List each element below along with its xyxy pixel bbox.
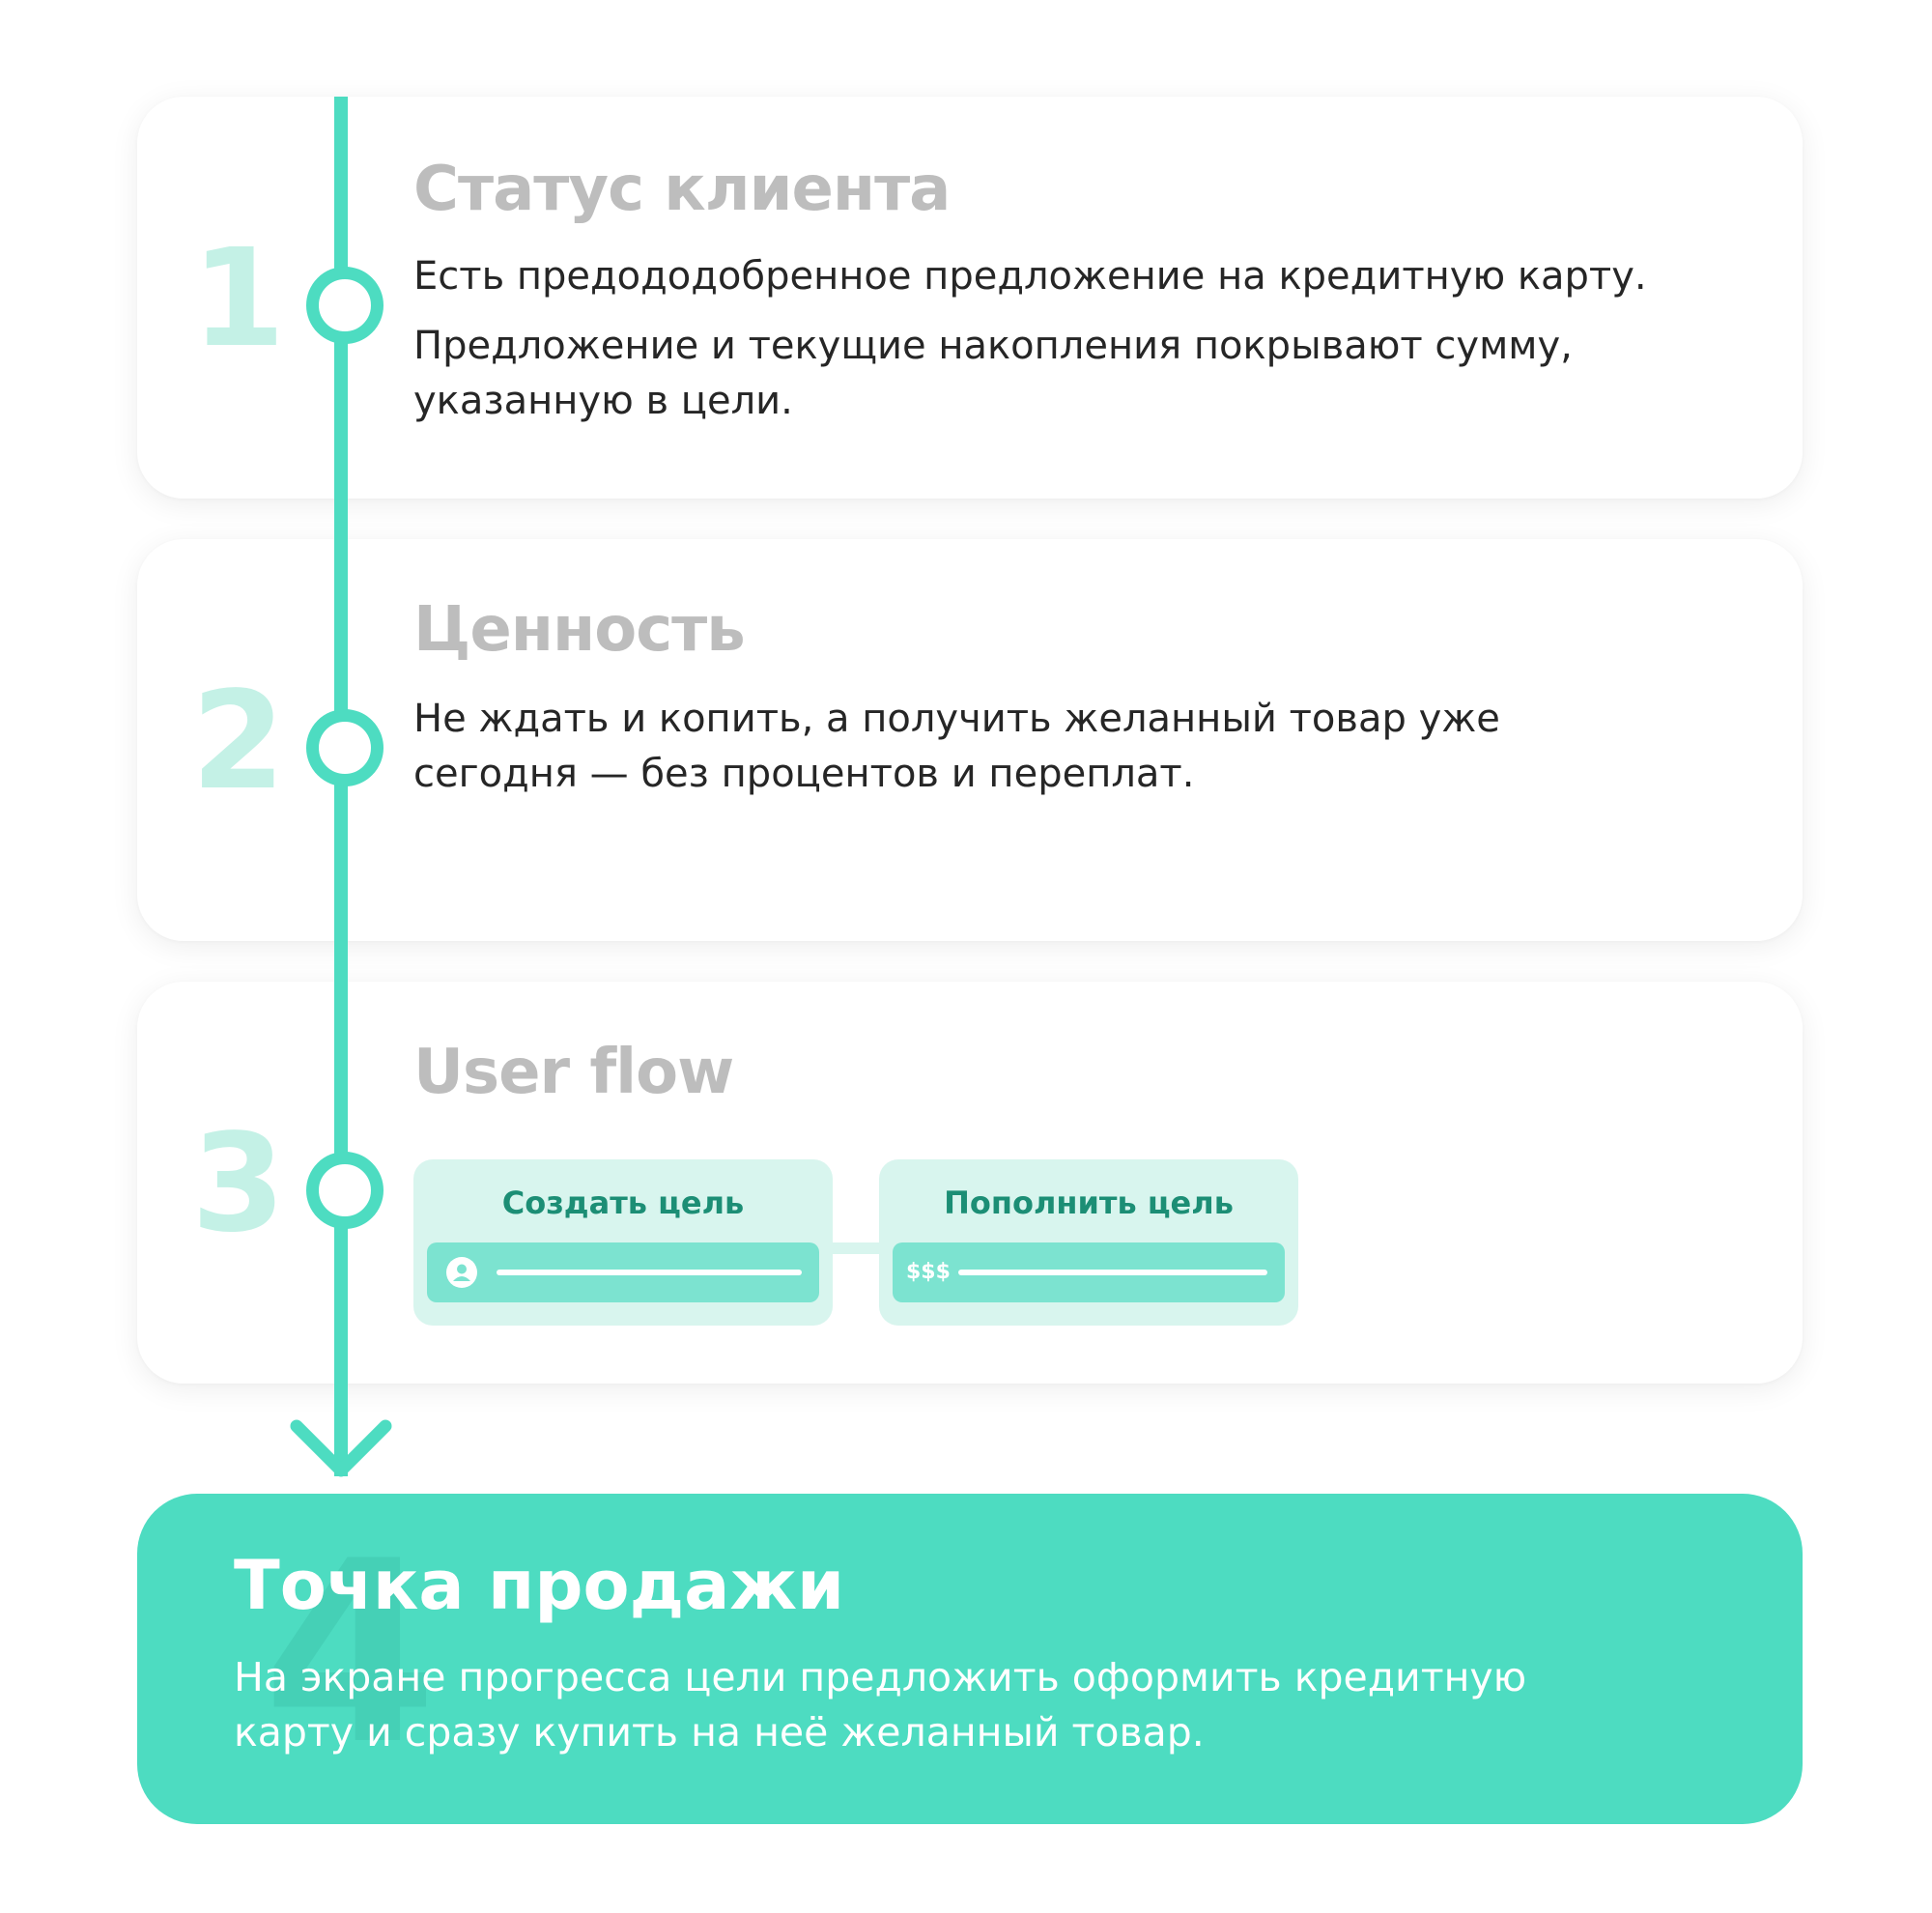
sale-point-text: На экране прогресса цели предложить оформить кредитную карту и сразу купить на неё желанный товар. bbox=[234, 1654, 1527, 1756]
step-1-text-1: Есть предододобренное предложение на кредитную карту. bbox=[413, 254, 1647, 299]
timeline-node-2 bbox=[306, 709, 384, 786]
sale-point-card bbox=[137, 1494, 1803, 1824]
flow-field bbox=[427, 1242, 819, 1302]
step-1-text-2: Предложение и текущие накопления покрывают сумму, указанную в цели. bbox=[413, 324, 1573, 423]
sale-point-title: Точка продажи bbox=[234, 1546, 845, 1625]
flow-box-title: Создать цель bbox=[501, 1185, 745, 1221]
flow-field-line bbox=[497, 1270, 802, 1275]
user-icon bbox=[446, 1257, 477, 1288]
flow-field bbox=[893, 1242, 1285, 1302]
flow-connector bbox=[833, 1242, 879, 1254]
step-number-4: 4 bbox=[263, 1508, 438, 1800]
arrow-down-icon bbox=[287, 1418, 395, 1484]
step-2-title: Ценность bbox=[413, 594, 745, 666]
flow-box-title: Пополнить цель bbox=[944, 1185, 1234, 1221]
money-label: $$$ bbox=[906, 1260, 951, 1284]
timeline-node-1 bbox=[306, 267, 384, 344]
step-1-title: Статус клиента bbox=[413, 154, 951, 225]
step-3-title: User flow bbox=[413, 1037, 734, 1108]
timeline-node-3 bbox=[306, 1152, 384, 1229]
flow-box-create-goal bbox=[413, 1159, 833, 1326]
step-number-1: 1 bbox=[191, 220, 286, 378]
step-2-text: Не ждать и копить, а получить желанный товар уже сегодня — без процентов и переплат. bbox=[413, 697, 1500, 796]
step-number-3: 3 bbox=[191, 1105, 286, 1263]
flow-box-top-up-goal bbox=[879, 1159, 1298, 1326]
step-number-2: 2 bbox=[191, 663, 286, 820]
flow-field-line bbox=[958, 1270, 1267, 1275]
